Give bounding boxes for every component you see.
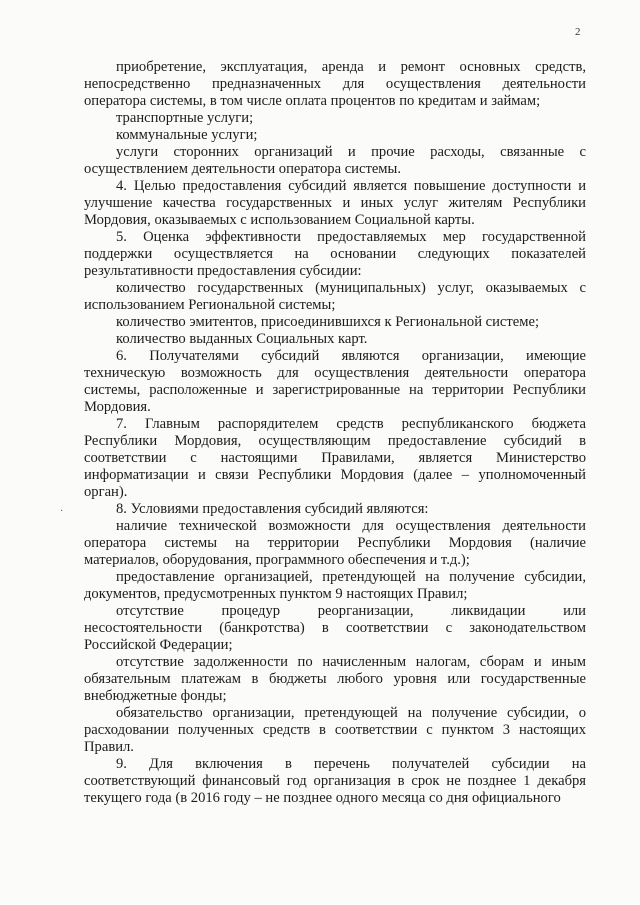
text-line: 5. Оценка эффективности предоставляемых мер государственной bbox=[116, 229, 586, 245]
page-number: 2 bbox=[575, 26, 581, 38]
text-line: обязательство организации, претендующей на получение субсидии, о bbox=[116, 705, 586, 721]
text-line: осуществлением деятельности оператора системы. bbox=[84, 161, 402, 177]
paragraph bbox=[84, 705, 586, 756]
text-line: 8. Условиями предоставления субсидий являются: bbox=[116, 501, 429, 517]
text-line: транспортные услуги; bbox=[116, 110, 254, 126]
text-line: приобретение, эксплуатация, аренда и ремонт основных средств, bbox=[116, 59, 586, 75]
text-line: внебюджетные фонды; bbox=[84, 688, 227, 704]
paragraph bbox=[84, 348, 586, 416]
paragraph bbox=[84, 654, 586, 705]
paragraph bbox=[84, 59, 586, 110]
text-line: отсутствие задолженности по начисленным налогам, сборам и иным bbox=[116, 654, 586, 670]
text-line: Мордовия. bbox=[84, 399, 151, 415]
text-line: материалов, оборудования, программного обеспечения и т.д.); bbox=[84, 552, 470, 568]
text-line: документов, предусмотренных пунктом 9 настоящих Правил; bbox=[84, 586, 468, 602]
text-line: оператора системы на территории Республики Мордовия (наличие bbox=[84, 535, 586, 551]
text-line: соответствии с настоящими Правилами, является Министерство bbox=[84, 450, 586, 466]
paragraph bbox=[84, 280, 586, 314]
paragraph bbox=[84, 314, 586, 331]
text-line: Российской Федерации; bbox=[84, 637, 233, 653]
text-line: несостоятельности (банкротства) в соответствии с законодательством bbox=[84, 620, 586, 636]
text-line: количество государственных (муниципальных) услуг, оказываемых с bbox=[116, 280, 586, 296]
text-line: Мордовия, оказываемых с использованием Социальной карты. bbox=[84, 212, 475, 228]
text-line: соответствующий финансовый год организация в срок не позднее 1 декабря bbox=[84, 773, 586, 789]
paragraph bbox=[84, 756, 586, 807]
text-line: поддержки осуществляется на основании следующих показателей bbox=[84, 246, 586, 262]
text-line: отсутствие процедур реорганизации, ликвидации или bbox=[116, 603, 586, 619]
paragraph bbox=[84, 144, 586, 178]
text-line: Правил. bbox=[84, 739, 134, 755]
text-line: количество выданных Социальных карт. bbox=[116, 331, 368, 347]
paragraph bbox=[84, 110, 586, 127]
paragraph bbox=[84, 501, 586, 518]
paragraph bbox=[84, 416, 586, 501]
text-line: непосредственно предназначенных для осуществления деятельности bbox=[84, 76, 586, 92]
text-line: 4. Целью предоставления субсидий является повышение доступности и bbox=[116, 178, 586, 194]
text-line: улучшение качества государственных и иных услуг жителям Республики bbox=[84, 195, 586, 211]
text-line: услуги сторонних организаций и прочие расходы, связанные с bbox=[116, 144, 586, 160]
text-line: информатизации и связи Республики Мордовия (далее – уполномоченный bbox=[84, 467, 586, 483]
paragraph bbox=[84, 229, 586, 280]
paragraph bbox=[84, 603, 586, 654]
text-line: наличие технической возможности для осуществления деятельности bbox=[116, 518, 586, 534]
text-line: предоставление организацией, претендующей на получение субсидии, bbox=[116, 569, 586, 585]
document-body bbox=[84, 59, 586, 807]
text-line: 9. Для включения в перечень получателей субсидии на bbox=[116, 756, 586, 772]
text-line: 6. Получателями субсидий являются организации, имеющие bbox=[116, 348, 586, 364]
paragraph bbox=[84, 178, 586, 229]
margin-mark: · bbox=[60, 506, 64, 517]
text-line: текущего года (в 2016 году – не позднее одного месяца со дня официального bbox=[84, 790, 561, 806]
text-line: системы, расположенные и зарегистрированные на территории Республики bbox=[84, 382, 586, 398]
text-line: Республики Мордовия, осуществляющим предоставление субсидий в bbox=[84, 433, 586, 449]
text-line: расходовании полученных средств в соответствии с пунктом 3 настоящих bbox=[84, 722, 586, 738]
text-line: результативности предоставления субсидии: bbox=[84, 263, 362, 279]
text-line: количество эмитентов, присоединившихся к Региональной системе; bbox=[116, 314, 540, 330]
paragraph bbox=[84, 331, 586, 348]
text-line: 7. Главным распорядителем средств республиканского бюджета bbox=[116, 416, 586, 432]
text-line: орган). bbox=[84, 484, 128, 500]
paragraph bbox=[84, 127, 586, 144]
text-line: техническую возможность для осуществления деятельности оператора bbox=[84, 365, 586, 381]
text-line: обязательным платежам в бюджеты любого уровня или государственные bbox=[84, 671, 586, 687]
text-line: коммунальные услуги; bbox=[116, 127, 258, 143]
text-line: оператора системы, в том числе оплата процентов по кредитам и займам; bbox=[84, 93, 541, 109]
text-line: использованием Региональной системы; bbox=[84, 297, 336, 313]
paragraph bbox=[84, 569, 586, 603]
paragraph bbox=[84, 518, 586, 569]
